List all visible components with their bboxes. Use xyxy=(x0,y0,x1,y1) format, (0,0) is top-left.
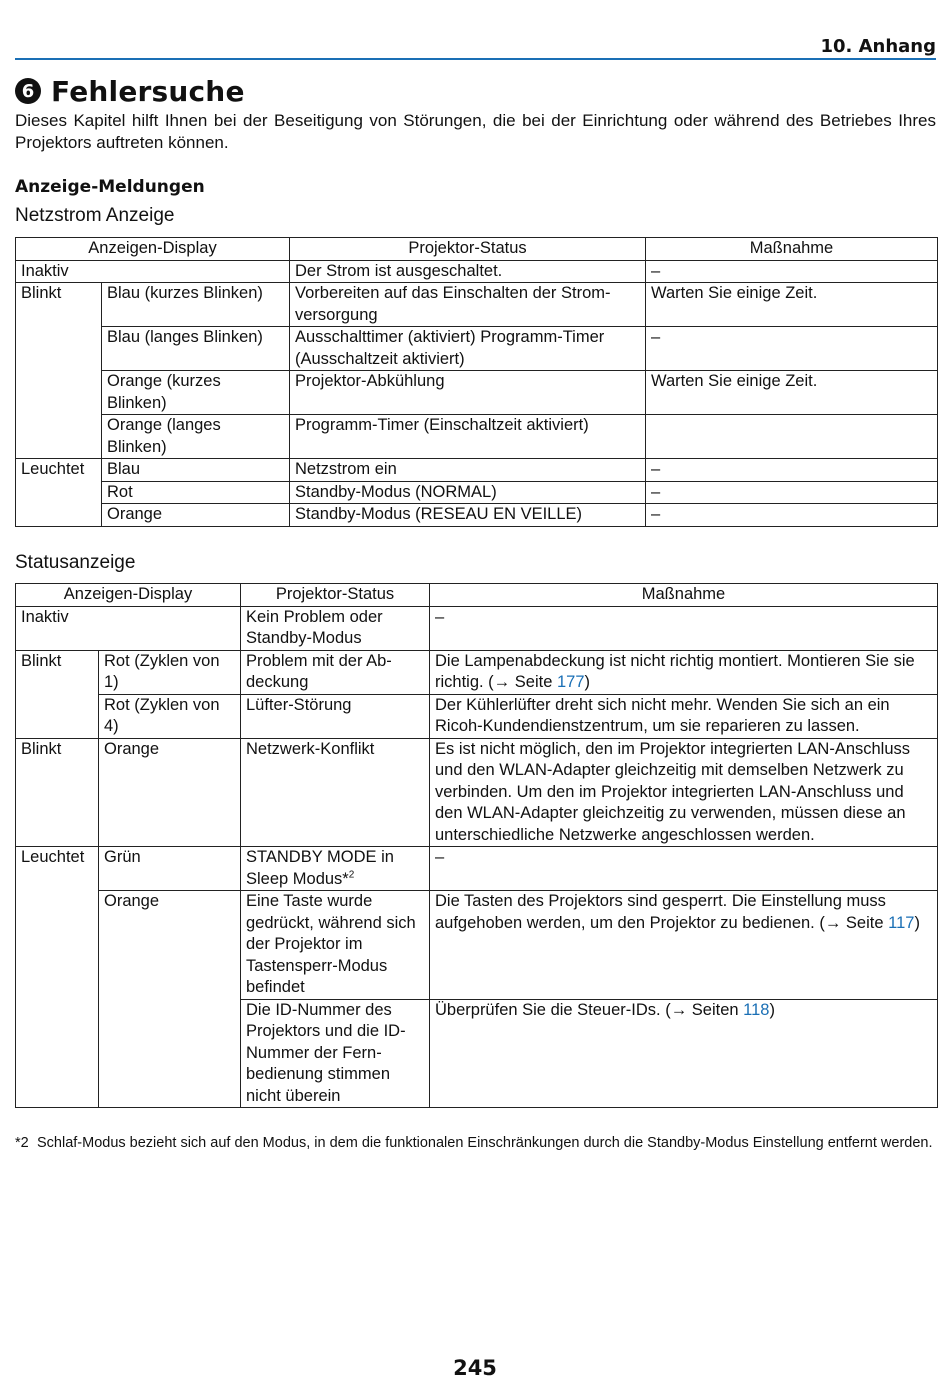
status-indicator-table xyxy=(15,583,938,1108)
status-cell: Standby-Modus (RESEAU EN VEILLE) xyxy=(290,504,646,527)
status-cell: Lüfter-Störung xyxy=(241,694,430,738)
status-cell: Programm-Timer (Einschaltzeit aktiviert) xyxy=(290,415,646,459)
column-header: Maßnahme xyxy=(430,584,938,607)
action-cell: – xyxy=(646,327,938,371)
action-cell xyxy=(430,650,938,694)
status-cell: Die ID-Nummer des Projektors und die ID-Nummer der Fern-bedienung stimmen nicht überein xyxy=(241,999,430,1108)
column-header: Anzeigen-Display xyxy=(16,238,290,261)
table-header-row xyxy=(16,238,938,261)
action-cell: Der Kühlerlüfter dreht sich nicht mehr. Wenden Sie sich an ein Ricoh-Kundendienstzentrum, um sie reparieren zu lassen. xyxy=(430,694,938,738)
section-heading: Anzeige-Meldungen xyxy=(15,177,205,197)
page-reference-link[interactable]: 118 xyxy=(743,1000,770,1019)
status-cell xyxy=(241,847,430,891)
status-cell: Eine Taste wurde gedrückt, während sich der Projektor im Tastensperr-Modus befindet xyxy=(241,891,430,1000)
table-row xyxy=(16,847,938,891)
action-cell xyxy=(430,891,938,1000)
page-header xyxy=(15,34,936,60)
action-cell xyxy=(430,999,938,1108)
table-row xyxy=(16,891,938,1000)
table-row xyxy=(16,650,938,694)
status-cell: Netzstrom ein xyxy=(290,459,646,482)
power-indicator-heading: Netzstrom Anzeige xyxy=(15,205,175,226)
action-text: Die Tasten des Projektors sind gesperrt. Die Einstellung muss aufgehoben werden, um den Projektor zu bedienen. (→ Seite xyxy=(435,892,889,932)
display-group-cell: Leuchtet xyxy=(16,847,99,1108)
status-indicator-heading: Statusanzeige xyxy=(15,552,136,573)
color-cell: Orange (langes Blinken) xyxy=(102,415,290,459)
action-cell: – xyxy=(646,459,938,482)
page-title: Fehlersuche xyxy=(51,74,245,108)
action-cell: Warten Sie einige Zeit. xyxy=(646,283,938,327)
footnote-ref: 2 xyxy=(348,869,355,880)
status-cell: Projektor-Abkühlung xyxy=(290,371,646,415)
action-text: Überprüfen Sie die Steuer-IDs. (→ Seiten xyxy=(435,1000,744,1019)
table-row xyxy=(16,371,938,415)
footnote-mark: *2 xyxy=(15,1135,29,1151)
page-reference-link[interactable]: 117 xyxy=(888,913,915,932)
color-cell: Rot xyxy=(102,481,290,504)
color-cell: Grün xyxy=(99,847,241,891)
column-header: Projektor-Status xyxy=(241,584,430,607)
footnote xyxy=(15,1133,936,1153)
table-row xyxy=(16,606,938,650)
action-cell: – xyxy=(646,481,938,504)
status-cell: Vorbereiten auf das Einschalten der Strom-versorgung xyxy=(290,283,646,327)
status-text: STANDBY MODE in Sleep Modus* xyxy=(246,848,394,888)
column-header: Anzeigen-Display xyxy=(16,584,241,607)
display-cell: Inaktiv xyxy=(16,606,241,650)
status-cell: Der Strom ist ausgeschaltet. xyxy=(290,260,646,283)
table-row xyxy=(16,459,938,482)
display-group-cell: Blinkt xyxy=(16,738,99,847)
status-cell: Ausschalttimer (aktiviert) Programm-Timer (Ausschaltzeit aktiviert) xyxy=(290,327,646,371)
display-cell: Inaktiv xyxy=(16,260,290,283)
section-number-badge: 6 xyxy=(15,78,41,104)
color-cell: Rot (Zyklen von 4) xyxy=(99,694,241,738)
table-row xyxy=(16,415,938,459)
status-cell: Kein Problem oder Standby-Modus xyxy=(241,606,430,650)
action-text-end: ) xyxy=(584,673,590,691)
status-cell: Problem mit der Ab-deckung xyxy=(241,650,430,694)
action-text-end: ) xyxy=(769,1000,775,1019)
column-header: Projektor-Status xyxy=(290,238,646,261)
action-cell: – xyxy=(646,504,938,527)
table-header-row xyxy=(16,584,938,607)
color-cell: Orange (kurzes Blinken) xyxy=(102,371,290,415)
table-row xyxy=(16,694,938,738)
color-cell: Blau (langes Blinken) xyxy=(102,327,290,371)
action-cell: – xyxy=(646,260,938,283)
display-group-cell: Blinkt xyxy=(16,650,99,738)
action-text: Die Lampenabdeckung ist nicht richtig montiert. Montieren Sie sie richtig. (→ Seite xyxy=(435,651,915,691)
display-group-cell: Blinkt xyxy=(16,283,102,459)
intro-paragraph: Dieses Kapitel hilft Ihnen bei der Beseitigung von Störungen, die bei der Einrichtung oder während des Betriebes Ihres Projektors auftreten können. xyxy=(15,111,936,152)
page-number: 245 xyxy=(453,1356,497,1380)
color-cell: Blau (kurzes Blinken) xyxy=(102,283,290,327)
color-cell: Orange xyxy=(102,504,290,527)
footnote-text: Schlaf-Modus bezieht sich auf den Modus, in dem die funktionalen Einschränkungen durch die Standby-Modus Einstellung entfernt werden. xyxy=(37,1135,933,1151)
table-row xyxy=(16,481,938,504)
color-cell: Orange xyxy=(99,738,241,847)
table-row xyxy=(16,260,938,283)
status-cell: Standby-Modus (NORMAL) xyxy=(290,481,646,504)
action-cell xyxy=(646,415,938,459)
chapter-label: 10. Anhang xyxy=(820,36,936,57)
color-cell: Orange xyxy=(99,891,241,1108)
action-text-end: ) xyxy=(914,913,920,932)
action-cell: Es ist nicht möglich, den im Projektor integrierten LAN-Anschluss und den WLAN-Adapter gleichzeitig mit demselben Netzwerk zu verbinden. Um den im Projektor integrierten LAN-Anschluss und den WLAN-Adapter gleichzeitig zu verwenden, müssen diese an unterschiedliche Netzwerke angeschlossen werden. xyxy=(430,738,938,847)
section-title xyxy=(15,74,245,108)
page-reference-link[interactable]: 177 xyxy=(556,673,585,691)
display-group-cell: Leuchtet xyxy=(16,459,102,527)
table-row xyxy=(16,738,938,847)
power-indicator-table xyxy=(15,237,938,527)
table-row xyxy=(16,504,938,527)
action-cell: Warten Sie einige Zeit. xyxy=(646,371,938,415)
column-header: Maßnahme xyxy=(646,238,938,261)
color-cell: Blau xyxy=(102,459,290,482)
table-row xyxy=(16,283,938,327)
action-cell: – xyxy=(430,606,938,650)
table-row xyxy=(16,327,938,371)
action-cell: – xyxy=(430,847,938,891)
color-cell: Rot (Zyklen von 1) xyxy=(99,650,241,694)
status-cell: Netzwerk-Konflikt xyxy=(241,738,430,847)
